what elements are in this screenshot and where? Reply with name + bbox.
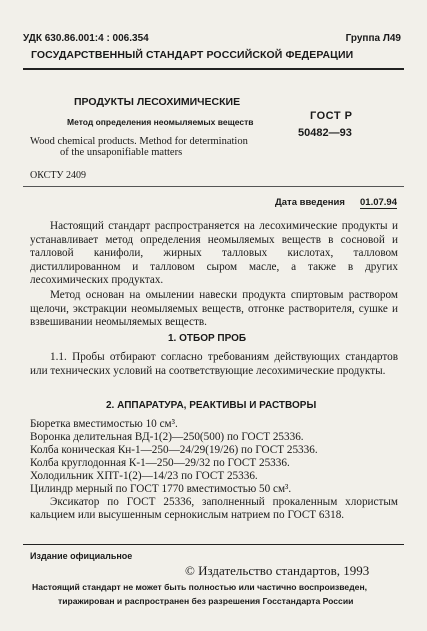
section-2-heading: 2. АППАРАТУРА, РЕАКТИВЫ И РАСТВОРЫ — [106, 400, 317, 411]
official-edition-label: Издание официальное — [30, 551, 133, 561]
section-1-heading: 1. ОТБОР ПРОБ — [168, 333, 247, 344]
title-rule — [23, 186, 404, 187]
equipment-item: Колба круглодонная К-1—250—29/32 по ГОСТ 25336. — [30, 457, 290, 469]
reproduction-notice-line1: Настоящий стандарт не может быть полностью или частично воспроизведен, — [32, 582, 368, 592]
okstu-code: ОКСТУ 2409 — [30, 170, 87, 181]
copyright-line: © Издательство стандартов, 1993 — [185, 563, 370, 578]
header-rule — [23, 68, 404, 70]
equipment-item: Воронка делительная ВД-1(2)—250(500) по ГОСТ 25336. — [30, 431, 304, 443]
intro-date-value: 01.07.94 — [360, 197, 397, 208]
document-title: ПРОДУКТЫ ЛЕСОХИМИЧЕСКИЕ — [74, 96, 241, 108]
english-title-line2: of the unsaponifiable matters — [60, 147, 183, 158]
standard-type-heading: ГОСУДАРСТВЕННЫЙ СТАНДАРТ РОССИЙСКОЙ ФЕДЕРАЦИИ — [31, 49, 354, 61]
reproduction-notice-line2: тиражирован и распространен без разрешения Госстандарта России — [58, 596, 354, 606]
equipment-item: Колба коническая Кн-1—250—24/29(19/26) по ГОСТ 25336. — [30, 444, 318, 456]
english-title-line1: Wood chemical products. Method for determination — [30, 136, 248, 147]
footer-rule — [23, 544, 404, 545]
equipment-item: Холодильник ХПТ-1(2)—14/23 по ГОСТ 25336. — [30, 470, 258, 482]
group-code: Группа Л49 — [345, 33, 401, 44]
equipment-item: Цилиндр мерный по ГОСТ 1770 вместимостью 50 см³. — [30, 483, 292, 495]
intro-paragraph-1: Настоящий стандарт распространяется на лесохимические продукты и устанавливает метод определения неомыляемых веществ в сосновой и талловой канифоли, жирных талловых кислотах, талловом дистиллированном и талловом сыром масле, а также в других лесохимических продуктах. — [30, 220, 398, 286]
intro-paragraph-2: Метод основан на омылении навески продукта спиртовым раствором щелочи, экстракции неомыляемых веществ, отгонке растворителя, сушке и взвешивании неомыляемых веществ. — [30, 289, 398, 328]
gost-label: ГОСТ Р — [310, 110, 353, 122]
section-1-paragraph: 1.1. Пробы отбирают согласно требованиям действующих стандартов или технических условий на соответствующие лесохимические продукты. — [30, 351, 398, 377]
equipment-item: Бюретка вместимостью 10 см³. — [30, 418, 178, 430]
intro-date-label: Дата введения — [275, 197, 345, 208]
gost-number: 50482—93 — [298, 127, 352, 139]
document-subtitle: Метод определения неомыляемых веществ — [67, 117, 254, 127]
udk-code: УДК 630.86.001:4 : 006.354 — [23, 33, 149, 44]
equipment-item-desiccator: Эксикатор по ГОСТ 25336, заполненный прокаленным хлористым кальцием или высушенным сернокислым натрием по ГОСТ 6318. — [30, 496, 398, 521]
